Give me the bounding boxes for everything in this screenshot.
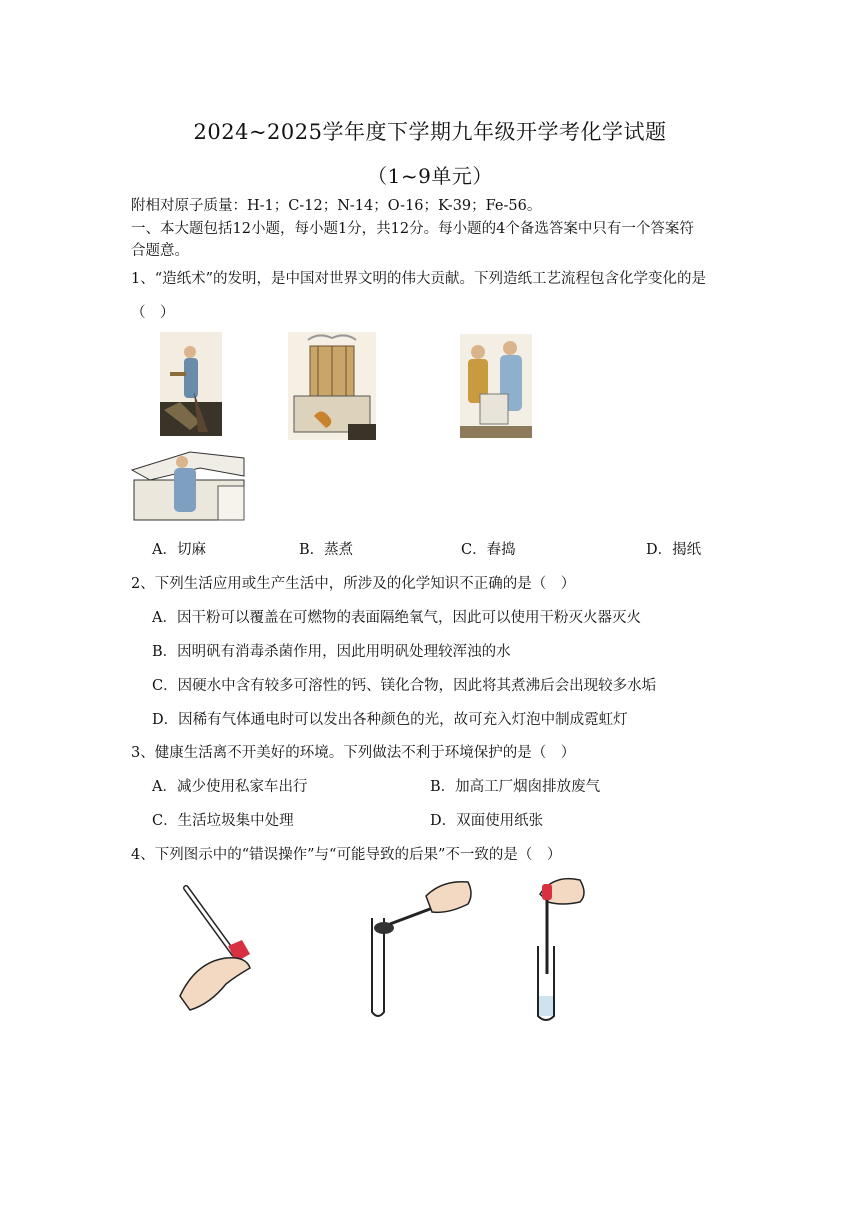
section-intro-line1: 一、本大题包括12小题，每小题1分，共12分。每小题的4个备选答案中只有一个答案符 [131, 221, 694, 237]
q3-stem: 3、健康生活离不开美好的环境。下列做法不利于环境保护的是（ ） [131, 745, 576, 761]
cutting-hemp-illustration [160, 332, 222, 436]
section-intro-line2: 合题意。 [131, 243, 189, 259]
spoon-dropping-solid-into-tube-illustration [362, 876, 476, 1022]
q3-option-a[interactable]: A．减少使用私家车出行 [152, 779, 308, 795]
pounding-illustration [460, 334, 532, 438]
steaming-illustration [288, 332, 376, 440]
paper-lifting-illustration [130, 446, 246, 528]
exam-subtitle: （1~9单元） [367, 164, 493, 188]
q1-option-b[interactable]: B．蒸煮 [299, 542, 354, 558]
dropper-inserted-in-tube-illustration [530, 874, 590, 1024]
q3-option-d[interactable]: D．双面使用纸张 [430, 813, 544, 829]
q1-option-d[interactable]: D．揭纸 [646, 542, 702, 558]
q4-stem: 4、下列图示中的“错误操作”与“可能导致的后果”不一致的是（ ） [131, 847, 562, 863]
q2-option-c[interactable]: C．因硬水中含有较多可溶性的钙、镁化合物，因此将其煮沸后会出现较多水垢 [152, 678, 657, 694]
q1-option-c[interactable]: C．舂捣 [461, 542, 516, 558]
q2-option-b[interactable]: B．因明矾有消毒杀菌作用，因此用明矾处理较浑浊的水 [152, 644, 511, 660]
q1-option-a[interactable]: A．切麻 [152, 542, 206, 558]
atomic-mass-note: 附相对原子质量：H-1；C-12；N-14；O-16；K-39；Fe-56。 [131, 198, 542, 214]
q1-stem: 1、“造纸术”的发明，是中国对世界文明的伟大贡献。下列造纸工艺流程包含化学变化的是 [131, 271, 707, 287]
dropper-held-inverted-illustration [176, 884, 260, 1014]
exam-title: 2024~2025学年度下学期九年级开学考化学试题 [193, 120, 667, 144]
q1-answer-blank: （ ） [131, 305, 175, 321]
q3-option-b[interactable]: B．加高工厂烟囱排放废气 [430, 779, 601, 795]
q2-option-d[interactable]: D．因稀有气体通电时可以发出各种颜色的光，故可充入灯泡中制成霓虹灯 [152, 712, 628, 728]
q3-option-c[interactable]: C．生活垃圾集中处理 [152, 813, 294, 829]
q2-stem: 2、下列生活应用或生产生活中，所涉及的化学知识不正确的是（ ） [131, 576, 576, 592]
q2-option-a[interactable]: A．因干粉可以覆盖在可燃物的表面隔绝氧气，因此可以使用干粉灭火器灭火 [152, 610, 641, 626]
